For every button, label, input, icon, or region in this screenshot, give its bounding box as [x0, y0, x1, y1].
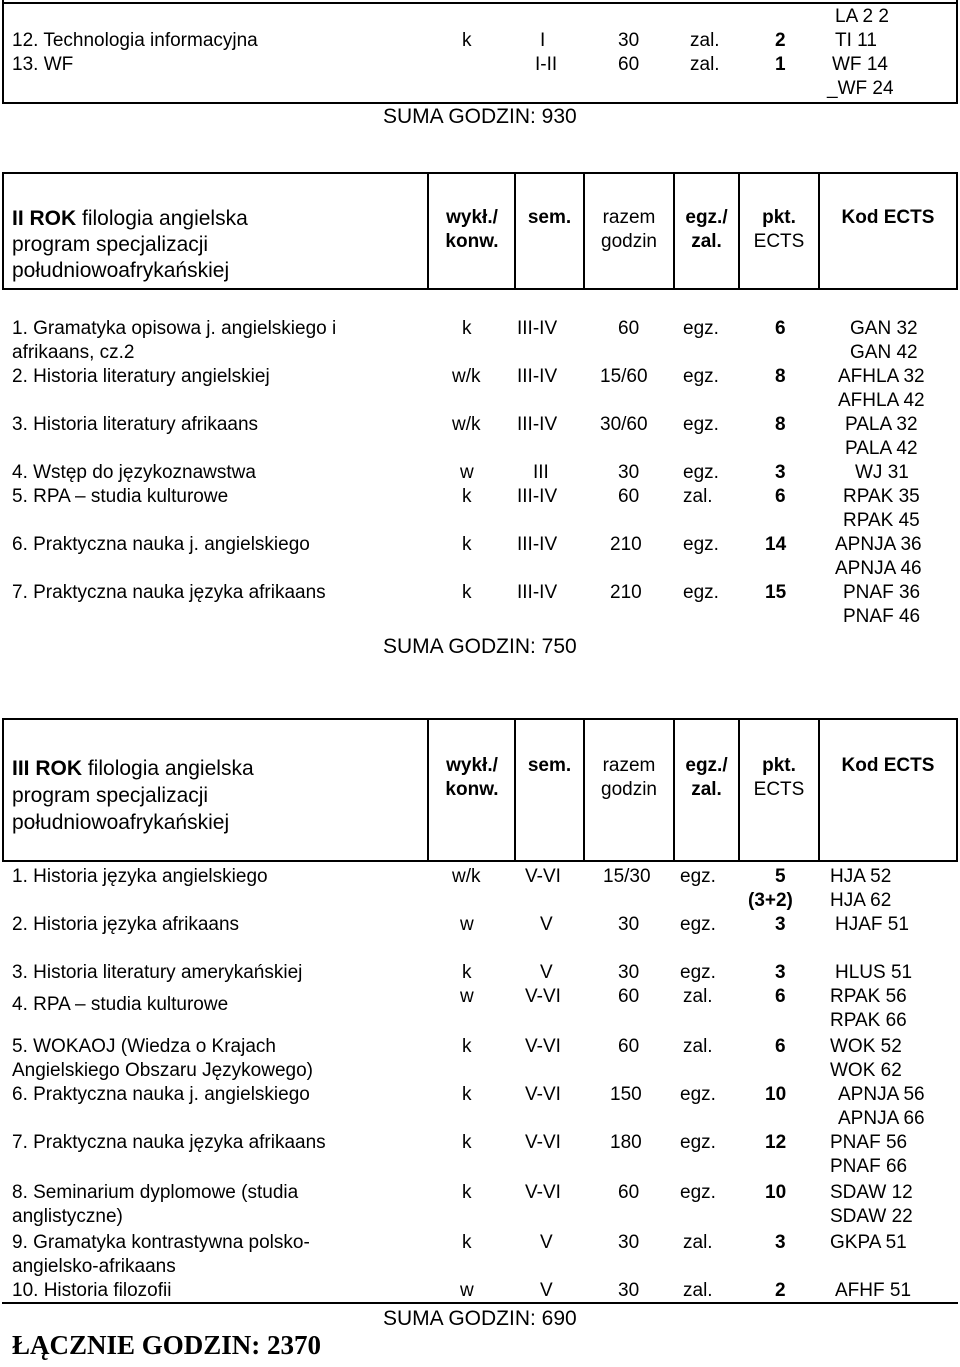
hours-total-year2: SUMA GODZIN: 750	[383, 635, 577, 658]
course-code: PALA 42	[845, 438, 918, 459]
course-exam: egz.	[680, 914, 716, 935]
course-form: k	[462, 486, 472, 507]
course-exam: egz.	[683, 366, 719, 387]
course-exam: zal.	[690, 54, 720, 75]
year2-title-line3: południowoafrykańskiej	[12, 259, 230, 282]
course-hours: 60	[618, 486, 640, 507]
course-exam: zal.	[683, 1036, 713, 1057]
course-code: AFHF 51	[835, 1280, 912, 1301]
course-hours: 60	[618, 318, 640, 339]
course-code: RPAK 66	[830, 1010, 907, 1031]
course-semester: III-IV	[517, 318, 558, 339]
course-hours: 60	[618, 986, 640, 1007]
course-form: k	[462, 1084, 472, 1105]
course-ects: 8	[775, 366, 786, 387]
course-hours: 15/60	[600, 366, 648, 387]
course-form: k	[462, 534, 472, 555]
course-form: k	[462, 582, 472, 603]
course-hours: 180	[610, 1132, 642, 1153]
course-hours: 210	[610, 582, 642, 603]
course-name: 5. WOKAOJ (Wiedza o Krajach	[12, 1036, 276, 1057]
course-form: w	[460, 914, 474, 935]
course-hours: 30	[618, 1232, 640, 1253]
course-code: WJ 31	[855, 462, 909, 483]
course-semester: V-VI	[525, 1036, 561, 1057]
course-code: PNAF 46	[843, 606, 921, 627]
course-hours: 150	[610, 1084, 642, 1105]
column-header-form: wykł./ konw.	[445, 755, 499, 800]
course-code: WF 14	[832, 54, 888, 75]
course-hours: 30	[618, 30, 640, 51]
course-form: k	[462, 318, 472, 339]
year3-title: III ROK filologia angielska	[12, 757, 254, 780]
column-header-ects: pkt. ECTS	[753, 207, 805, 252]
course-exam: zal.	[683, 486, 713, 507]
course-exam: egz.	[680, 962, 716, 983]
course-name: 12. Technologia informacyjna	[12, 30, 258, 51]
course-ects: 12	[765, 1132, 787, 1153]
course-form: k	[462, 1182, 472, 1203]
year3-table	[0, 718, 960, 1318]
course-hours: 15/30	[603, 866, 651, 887]
course-code: PNAF 66	[830, 1156, 908, 1177]
course-form: w	[460, 1280, 474, 1301]
course-semester: V	[540, 962, 553, 983]
course-code: RPAK 45	[843, 510, 920, 531]
course-code: APNJA 36	[835, 534, 922, 555]
course-semester: V	[540, 1280, 553, 1301]
course-name-cont: angielsko-afrikaans	[12, 1256, 176, 1277]
course-semester: III	[533, 462, 549, 483]
year2-title-line2: program specjalizacji	[12, 233, 209, 256]
course-name: 4. Wstęp do językoznawstwa	[12, 462, 256, 483]
course-name: 3. Historia literatury afrikaans	[12, 414, 259, 435]
course-name: 13. WF	[12, 54, 74, 75]
course-ects: 3	[775, 1232, 786, 1253]
course-exam: zal.	[690, 30, 720, 51]
course-code: SDAW 22	[830, 1206, 913, 1227]
course-hours: 60	[618, 54, 640, 75]
column-header-semester: sem.	[527, 207, 572, 228]
course-form: w	[460, 986, 474, 1007]
course-semester: III-IV	[517, 582, 558, 603]
hours-total-year3: SUMA GODZIN: 690	[383, 1307, 577, 1330]
course-name: 8. Seminarium dyplomowe (studia	[12, 1182, 299, 1203]
course-code: HJAF 51	[835, 914, 909, 935]
course-hours: 30	[618, 962, 640, 983]
course-exam: egz.	[680, 1182, 716, 1203]
course-hours: 30	[618, 462, 640, 483]
course-code: PALA 32	[845, 414, 918, 435]
course-form: w/k	[452, 366, 481, 387]
course-ects: 6	[775, 486, 786, 507]
course-ects: 2	[775, 1280, 786, 1301]
course-form: w	[460, 462, 474, 483]
course-semester: V-VI	[525, 1084, 561, 1105]
course-ects: 6	[775, 1036, 786, 1057]
course-code: PNAF 56	[830, 1132, 908, 1153]
course-form: k	[462, 30, 472, 51]
course-semester: V	[540, 1232, 553, 1253]
course-name: 4. RPA – studia kulturowe	[12, 994, 229, 1015]
course-name: 1. Gramatyka opisowa j. angielskiego i	[12, 318, 337, 339]
column-header-ects: pkt. ECTS	[753, 755, 805, 800]
top-table	[0, 0, 960, 104]
course-code: RPAK 35	[843, 486, 920, 507]
course-semester: III-IV	[517, 534, 558, 555]
course-ects: 10	[765, 1182, 787, 1203]
course-ects: 15	[765, 582, 787, 603]
course-code: AFHLA 32	[838, 366, 925, 387]
course-name-cont: anglistyczne)	[12, 1206, 123, 1227]
course-ects: 1	[775, 54, 786, 75]
course-exam: egz.	[683, 462, 719, 483]
course-hours: 30	[618, 1280, 640, 1301]
course-exam: egz.	[683, 582, 719, 603]
course-code: GKPA 51	[830, 1232, 907, 1253]
course-name: 3. Historia literatury amerykańskiej	[12, 962, 303, 983]
year2-title: II ROK filologia angielska	[12, 207, 248, 230]
course-name: 6. Praktyczna nauka j. angielskiego	[12, 534, 310, 555]
course-hours: 30/60	[600, 414, 648, 435]
course-ects: 5	[775, 866, 786, 887]
column-header-code: Kod ECTS	[841, 207, 935, 228]
course-code: RPAK 56	[830, 986, 907, 1007]
course-code: AFHLA 42	[838, 390, 925, 411]
course-name: 10. Historia filozofii	[12, 1280, 172, 1301]
course-exam: zal.	[683, 986, 713, 1007]
course-name: 7. Praktyczna nauka języka afrikaans	[12, 582, 326, 603]
course-code: WOK 52	[830, 1036, 902, 1057]
course-semester: I	[540, 30, 546, 51]
column-header-semester: sem.	[527, 755, 572, 776]
course-name: 5. RPA – studia kulturowe	[12, 486, 229, 507]
course-code: WOK 62	[830, 1060, 902, 1081]
course-code: HJA 62	[830, 890, 892, 911]
course-exam: zal.	[683, 1232, 713, 1253]
course-exam: egz.	[683, 414, 719, 435]
year3-title-line2: program specjalizacji	[12, 784, 209, 807]
course-name: 1. Historia języka angielskiego	[12, 866, 268, 887]
code-la: LA 2 2	[835, 6, 889, 27]
course-code: SDAW 12	[830, 1182, 913, 1203]
course-form: k	[462, 1036, 472, 1057]
course-name-cont: Angielskiego Obszaru Językowego)	[12, 1060, 313, 1081]
column-header-hours: razem godzin	[601, 207, 657, 252]
year3-title-line3: południowoafrykańskiej	[12, 811, 230, 834]
column-header-exam: egz./ zal.	[685, 755, 728, 800]
column-header-code: Kod ECTS	[841, 755, 935, 776]
course-ects: 3	[775, 462, 786, 483]
course-name: 9. Gramatyka kontrastywna polsko-	[12, 1232, 310, 1253]
course-form: k	[462, 962, 472, 983]
course-code: APNJA 56	[838, 1084, 925, 1105]
course-code: HJA 52	[830, 866, 892, 887]
course-code: _WF 24	[827, 78, 894, 99]
course-exam: egz.	[680, 866, 716, 887]
course-exam: zal.	[683, 1280, 713, 1301]
course-semester: V-VI	[525, 866, 561, 887]
course-name-cont: afrikaans, cz.2	[12, 342, 135, 363]
course-code: APNJA 66	[838, 1108, 925, 1129]
course-name: 6. Praktyczna nauka j. angielskiego	[12, 1084, 310, 1105]
course-ects-detail: (3+2)	[748, 890, 793, 911]
course-name: 7. Praktyczna nauka języka afrikaans	[12, 1132, 326, 1153]
hours-total-year1: SUMA GODZIN: 930	[383, 105, 577, 128]
course-semester: III-IV	[517, 414, 558, 435]
course-semester: V	[540, 914, 553, 935]
course-ects: 3	[775, 962, 786, 983]
course-code: HLUS 51	[835, 962, 913, 983]
course-code: TI 11	[835, 30, 877, 51]
course-semester: I-II	[535, 54, 558, 75]
course-semester: V-VI	[525, 1182, 561, 1203]
course-ects: 3	[775, 914, 786, 935]
course-code: GAN 32	[850, 318, 918, 339]
course-ects: 6	[775, 318, 786, 339]
course-semester: V-VI	[525, 986, 561, 1007]
column-header-hours: razem godzin	[601, 755, 657, 800]
course-hours: 30	[618, 914, 640, 935]
course-exam: egz.	[683, 534, 719, 555]
course-name: 2. Historia literatury angielskiej	[12, 366, 270, 387]
course-semester: V-VI	[525, 1132, 561, 1153]
course-code: GAN 42	[850, 342, 918, 363]
course-ects: 6	[775, 986, 786, 1007]
course-code: APNJA 46	[835, 558, 922, 579]
course-ects: 14	[765, 534, 787, 555]
course-form: w/k	[452, 866, 481, 887]
course-form: k	[462, 1132, 472, 1153]
course-semester: III-IV	[517, 486, 558, 507]
column-header-form: wykł./ konw.	[445, 207, 499, 252]
column-header-exam: egz./ zal.	[685, 207, 728, 252]
course-code: PNAF 36	[843, 582, 921, 603]
course-ects: 2	[775, 30, 786, 51]
course-name: 2. Historia języka afrikaans	[12, 914, 240, 935]
year2-table	[0, 172, 960, 672]
course-semester: III-IV	[517, 366, 558, 387]
hours-grand-total: ŁĄCZNIE GODZIN: 2370	[12, 1330, 322, 1360]
course-hours: 60	[618, 1182, 640, 1203]
course-exam: egz.	[680, 1132, 716, 1153]
course-ects: 10	[765, 1084, 787, 1105]
course-exam: egz.	[683, 318, 719, 339]
course-hours: 210	[610, 534, 642, 555]
course-form: w/k	[452, 414, 481, 435]
course-hours: 60	[618, 1036, 640, 1057]
course-ects: 8	[775, 414, 786, 435]
course-exam: egz.	[680, 1084, 716, 1105]
course-form: k	[462, 1232, 472, 1253]
